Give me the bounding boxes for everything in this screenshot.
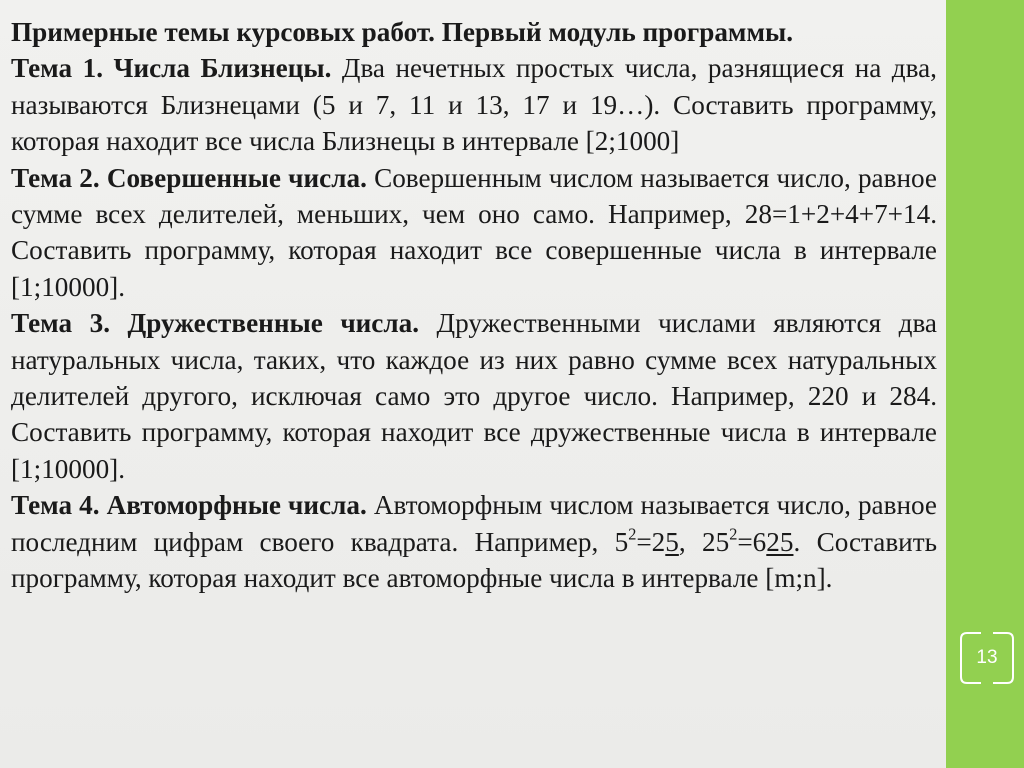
topic-4-ex2-exponent: 2 <box>729 524 738 544</box>
slide-title: Примерные темы курсовых работ. Первый модуль программы. <box>11 17 793 47</box>
topic-4-ex2-underlined: 25 <box>766 526 794 557</box>
topic-4-ex1-underlined: 5 <box>665 526 679 557</box>
topic-4-heading: Тема 4. Автоморфные числа. <box>11 490 367 521</box>
topic-2-text: Совершенным числом называется число, равное сумме всех делителей, меньших, чем оно само. Например, 28=1+2+4+7+14. Составить программу, которая находит все совершенные числа в интервале [1;10000]. <box>11 162 937 302</box>
page-number: 13 <box>976 647 998 668</box>
topic-4-ex-separator: , 25 <box>678 526 730 557</box>
topic-4-outro: . Составить программу, которая находит все автоморфные числа в интервале [m;n]. <box>11 526 938 594</box>
slide-content <box>11 14 937 597</box>
topic-1 <box>11 50 937 159</box>
topic-4-ex2-equals: =6 <box>737 526 767 557</box>
topic-4 <box>11 487 937 596</box>
topic-1-text: Два нечетных простых числа, разнящиеся на два, называются Близнецами (5 и 7, 11 и 13, 17 и 19…). Составить программу, которая находит все числа Близнецы в интервале [2;1000] <box>11 53 937 157</box>
topic-3-text: Дружественными числами являются два натуральных числа, таких, что каждое из них равно сумме всех натуральных делителей другого, исключая само это другое число. Например, 220 и 284. Составить программу, которая находит все дружественные числа в интервале [1;10000]. <box>11 308 937 484</box>
topic-4-ex1-equals: =2 <box>636 526 666 557</box>
topic-4-intro: Автоморфным числом называется число, равное последним цифрам своего квадрата. Например, 5 <box>11 490 937 557</box>
topic-2 <box>11 160 937 306</box>
topic-2-heading: Тема 2. Совершенные числа. <box>11 162 367 193</box>
topic-1-heading: Тема 1. Числа Близнецы. <box>11 53 332 84</box>
topic-4-ex1-exponent: 2 <box>628 524 637 544</box>
topic-3 <box>11 305 937 487</box>
topic-3-heading: Тема 3. Дружественные числа. <box>11 308 420 339</box>
